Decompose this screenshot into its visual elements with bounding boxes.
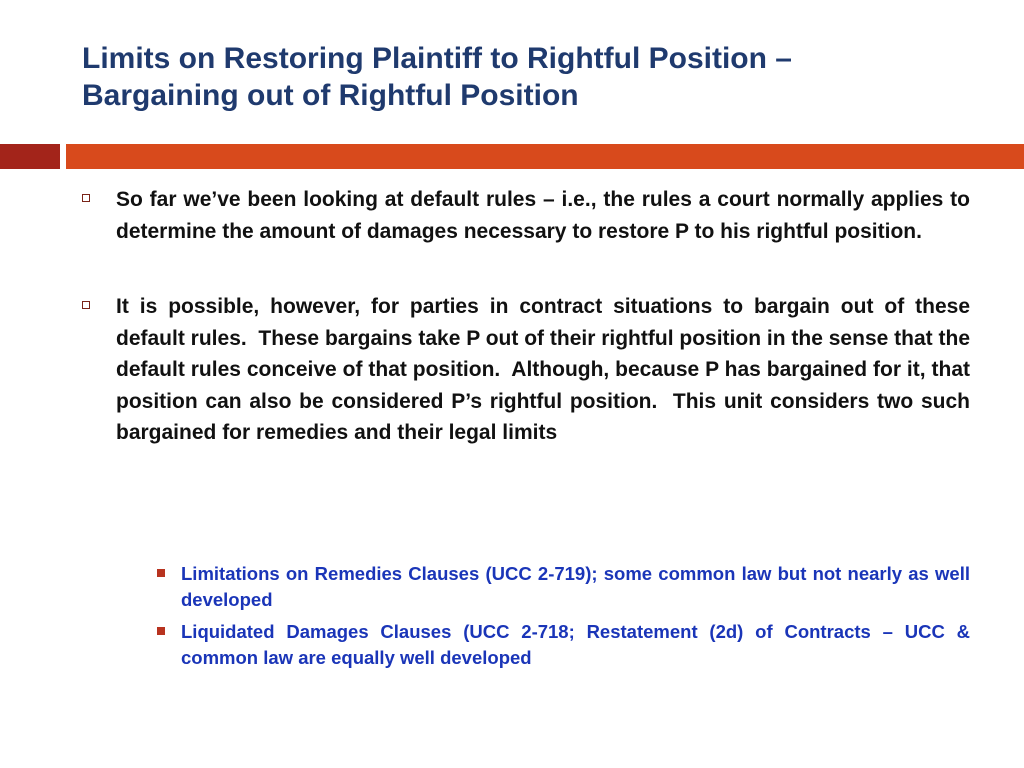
sub-bullet-text: Limitations on Remedies Clauses (UCC 2-719); some common law but not nearly as well developed: [181, 563, 970, 610]
accent-bar-left: [0, 144, 60, 169]
filled-square-bullet-icon: [157, 569, 165, 577]
slide-title-line-2: Bargaining out of Rightful Position: [82, 79, 579, 112]
sub-bullet-text: Liquidated Damages Clauses (UCC 2-718; Restatement (2d) of Contracts – UCC & common law are equally well developed: [181, 621, 970, 668]
sub-bullet-item: [155, 619, 970, 671]
accent-bar-main: [66, 144, 1024, 169]
hollow-square-bullet-icon: [82, 194, 90, 202]
bullet-text: It is possible, however, for parties in contract situations to bargain out of these default rules. These bargains take P out of their rightful position in the sense that the default rules conceive of that position. Although, because P has bargained for it, that position can also be considered P’s rightful position. This unit considers two such bargained for remedies and their legal limits: [116, 295, 970, 444]
bullet-list: [82, 184, 970, 493]
bullet-text: So far we’ve been looking at default rules – i.e., the rules a court normally applies to determine the amount of damages necessary to restore P to his rightful position.: [116, 188, 970, 243]
sub-bullet-item: [155, 561, 970, 613]
slide-title-line-1: Limits on Restoring Plaintiff to Rightful Position –: [82, 42, 792, 75]
sub-bullet-list: [155, 561, 970, 677]
bullet-item: [82, 184, 970, 247]
filled-square-bullet-icon: [157, 627, 165, 635]
hollow-square-bullet-icon: [82, 301, 90, 309]
bullet-item: [82, 291, 970, 449]
slide-title: [82, 40, 982, 114]
